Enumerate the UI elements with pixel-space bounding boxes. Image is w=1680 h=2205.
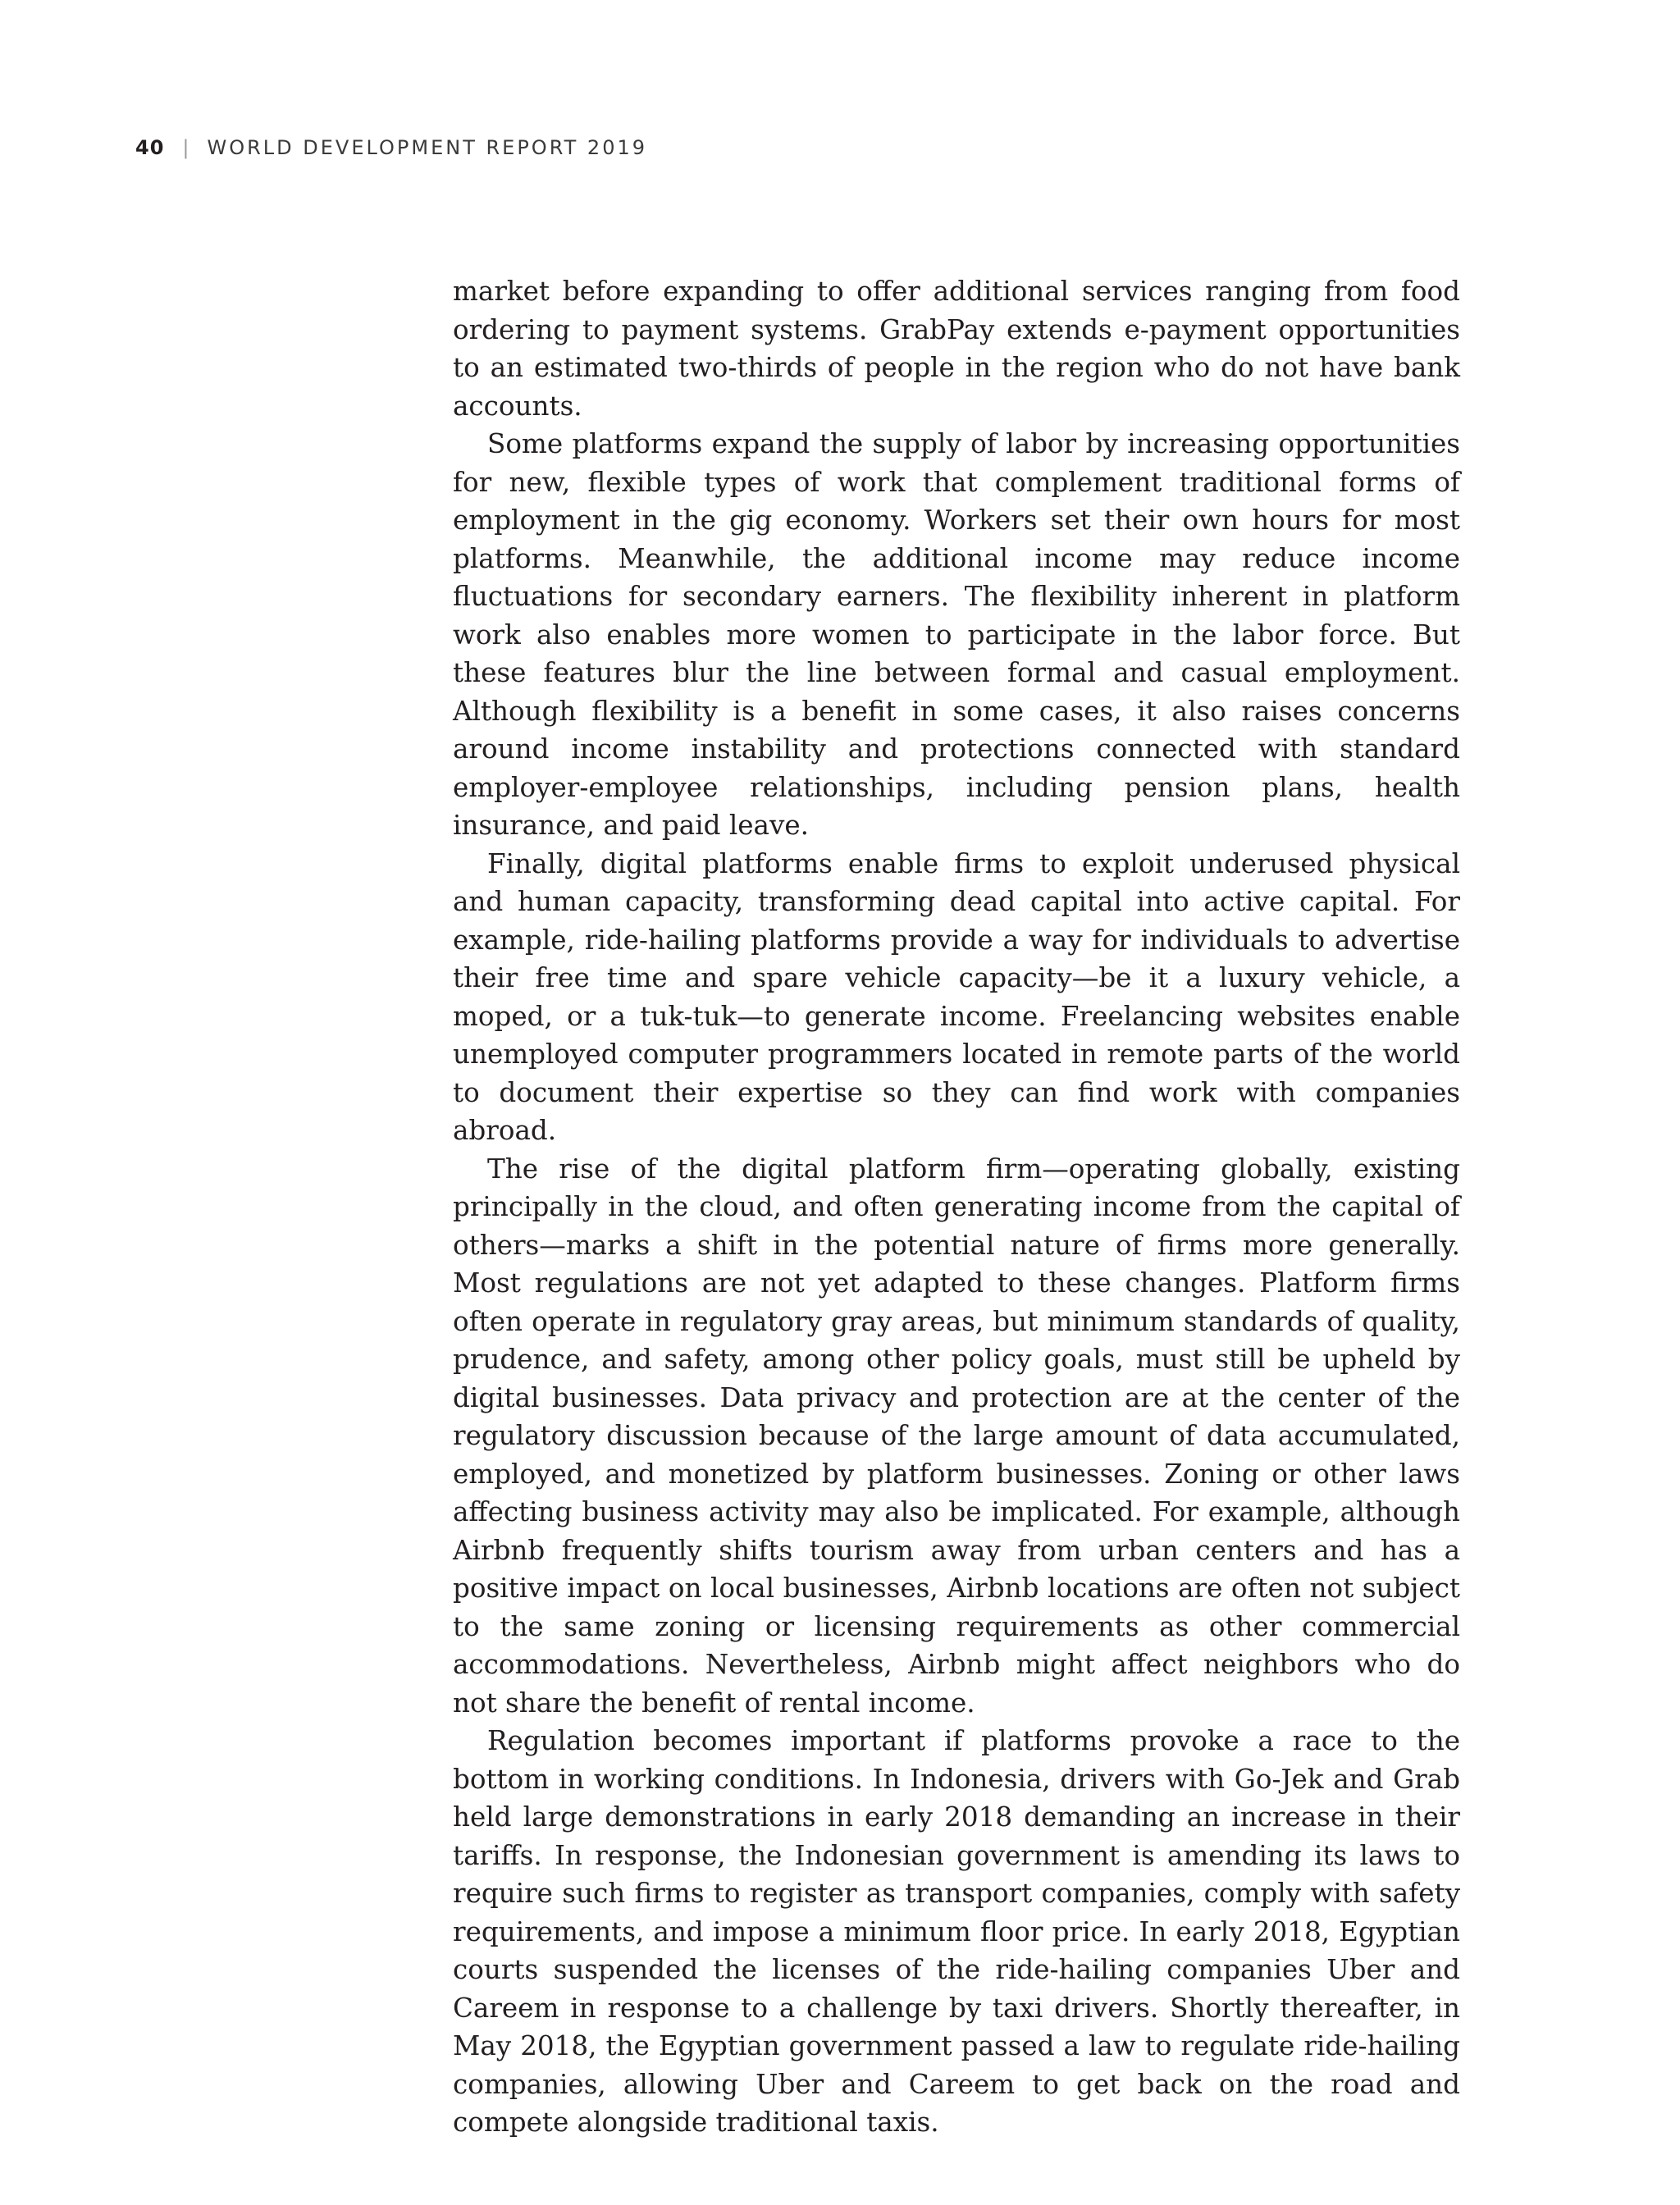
page-number: 40 [135,136,165,159]
running-head [135,136,647,159]
running-title: WORLD DEVELOPMENT REPORT 2019 [207,136,647,159]
paragraph-continued: market before expanding to offer additional services ranging from food ordering to payment systems. GrabPay extends e-payment opportunities to an estimated two-thirds of people in the region who do not have bank accounts. [453,276,1460,422]
paragraph-dead-capital: Finally, digital platforms enable firms to exploit underused physical and human capacity, transforming dead capital into active capital. For example, ride-hailing platforms provide a way for individuals to advertise their free time and spare vehicle capacity—be it a luxury vehicle, a moped, or a tuk-tuk—to generate income. Freelancing websites enable unemployed computer programmers located in remote parts of the world to document their expertise so they can find work with companies abroad. [453,847,1460,1146]
paragraph-regulation: Regulation becomes important if platforms provoke a race to the bottom in working conditions. In Indonesia, drivers with Go-Jek and Grab held large demonstrations in early 2018 demanding an increase in their tariffs. In response, the Indonesian government is amending its laws to require such firms to register as transport companies, comply with safety requirements, and impose a minimum floor price. In early 2018, Egyptian courts suspended the licenses of the ride-hailing companies Uber and Careem in response to a challenge by taxi drivers. Shortly thereafter, in May 2018, the Egyptian government passed a law to regulate ride-hailing companies, allowing Uber and Careem to get back on the road and compete alongside traditional taxis. [453,1725,1460,2138]
paragraph-platform-firm: The rise of the digital platform firm—operating globally, existing principally in the cloud, and often generating income from the capital of others—marks a shift in the potential nature of firms more generally. Most regulations are not yet adapted to these changes. Platform firms often operate in regulatory gray areas, but minimum standards of quality, prudence, and safety, among other policy goals, must still be upheld by digital businesses. Data privacy and protection are at the center of the regulatory discussion because of the large amount of data accumulated, employed, and monetized by platform businesses. Zoning or other laws affecting business activity may also be implicated. For example, although Airbnb frequently shifts tourism away from urban centers and has a positive impact on local businesses, Airbnb locations are often not subject to the same zoning or licensing requirements as other commercial accommodations. Nevertheless, Airbnb might affect neighbors who do not share the benefit of rental income. [453,1153,1460,1719]
header-separator: | [182,136,189,159]
body-text [453,272,1460,2142]
paragraph-gig-economy: Some platforms expand the supply of labor by increasing opportunities for new, flexible types of work that complement traditional forms of employment in the gig economy. Workers set their own hours for most platforms. Meanwhile, the additional income may reduce income fluctuations for secondary earners. The flexibility inherent in platform work also enables more women to participate in the labor force. But these features blur the line between formal and casual employment. Although flexibility is a benefit in some cases, it also raises concerns around income instability and protections connected with standard employer-employee relationships, including pension plans, health insurance, and paid leave. [453,428,1460,841]
